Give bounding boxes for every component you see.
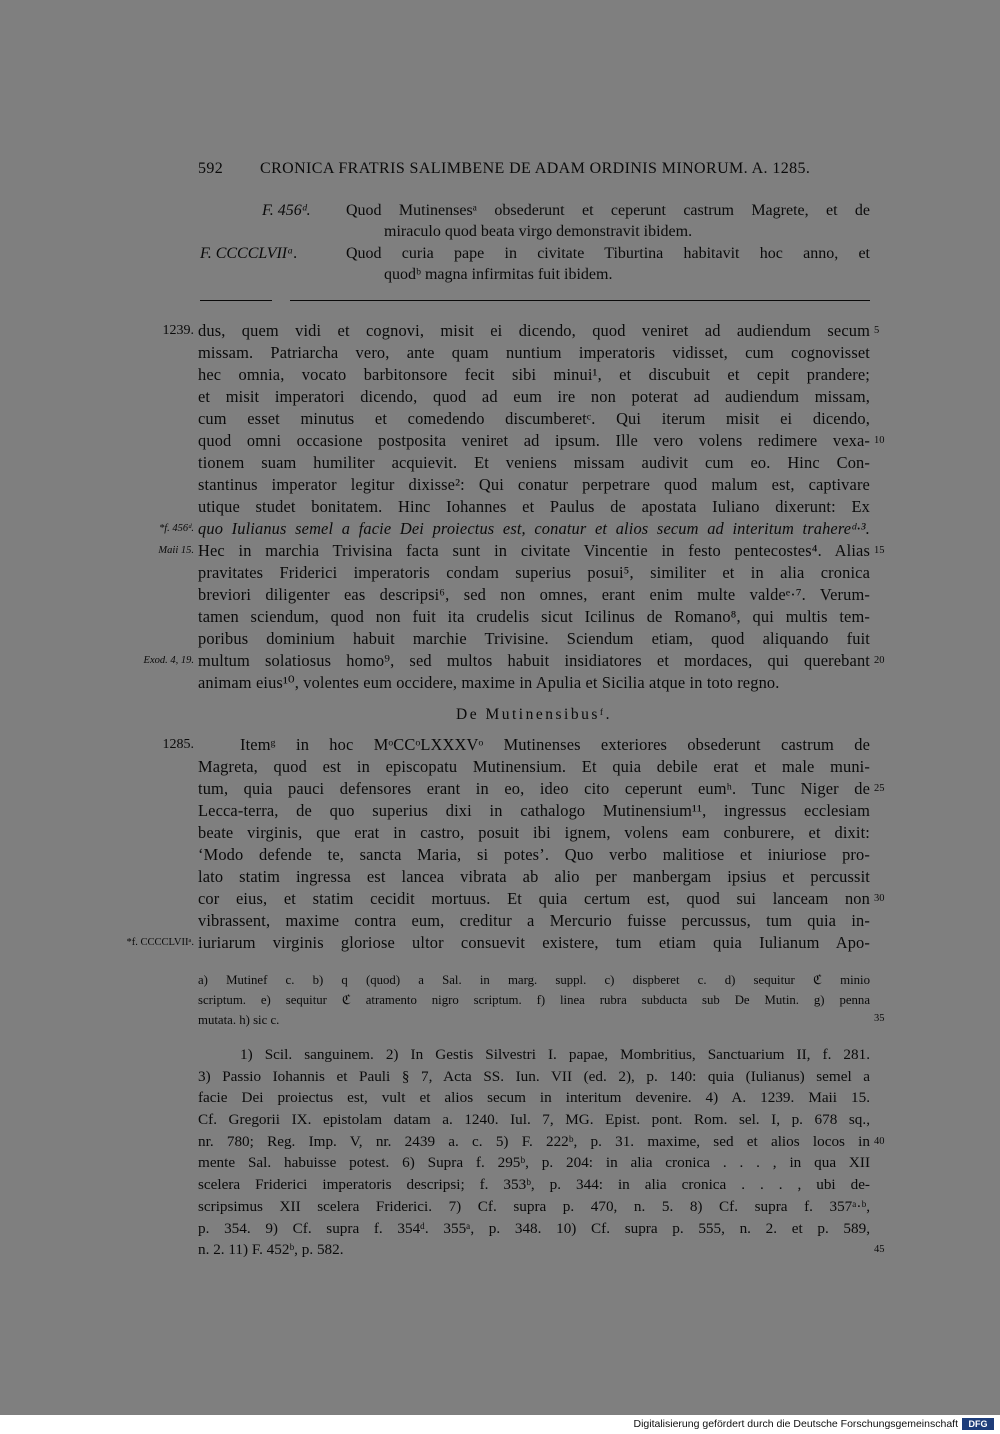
footnote-line: 3) Passio Iohannis et Pauli § 7, Acta SS. Iun. VII (ed. 2), p. 140: quia (Iulianus) semel a (198, 1068, 870, 1085)
dfg-logo: DFG (962, 1418, 994, 1430)
apparatus-line: a) Mutinef c. b) q (quod) a Sal. in marg. suppl. c) dispberet c. d) sequitur ℭ minio (198, 973, 870, 987)
body-line: utique studet bonitatem. Hinc Iohannes et Paulus de apostata Iuliano dixerunt: Ex (198, 497, 870, 516)
margin-folio-cccclvii: *f. CCCCLVIIᵃ. (126, 937, 194, 948)
body-line: animam eius¹⁰, volentes eum occidere, maxime in Apulia et Sicilia atque in toto regno. (198, 673, 780, 692)
line-number: 40 (874, 1136, 885, 1147)
line-number: 30 (874, 893, 885, 904)
footnote-line: mente Sal. habuisse potest. 6) Supra f. 295ᵇ, p. 204: in alia cronica . . . , in qua XII (198, 1154, 870, 1171)
line-number: 20 (874, 655, 885, 666)
footnote-line: scelera Friderici imperatoris descripsi; f. 353ᵇ, p. 344: in alia cronica . . . , ubi de- (198, 1176, 870, 1193)
apparatus-line: scriptum. e) sequitur ℭ atramento nigro scriptum. f) linea rubra subducta sub De Mutin. g) penna (198, 993, 870, 1007)
margin-date-mail15: Maii 15. (158, 545, 194, 556)
body-line: ‘Modo defende te, sancta Maria, si potes’. Quo verbo malitiose et iniuriose pro- (198, 845, 870, 864)
line-number: 5 (874, 325, 880, 336)
body-line: hec omnia, vocato barbitonsore fecit sibi minui¹, et discubuit et cepit prandere; (198, 365, 870, 384)
body-line: quo Iulianus semel a facie Dei proiectus est, conatur et alios secum ad interitum trahereᵈ·³. (198, 519, 870, 538)
body-line: beate virginis, que erat in castro, posuit ibi ignem, volens eam conburere, et dixit: (198, 823, 870, 842)
line-number: 15 (874, 545, 885, 556)
page-number: 592 (198, 160, 224, 177)
body-line: et misit imperatori dicendo, quod ad eum ire non poterat ad audiendum missam, (198, 387, 870, 406)
body-line: Lecca-terra, de quo superius dixi in cathalogo Mutinensium¹¹, ingressus ecclesiam (198, 801, 870, 820)
body-line: Itemᵍ in hoc MᵒCCᵒLXXXVᵒ Mutinenses exteriores obsederunt castrum de (240, 735, 870, 754)
margin-ref-exod: Exod. 4, 19. (143, 655, 194, 666)
line-number: 10 (874, 435, 885, 446)
line-number: 25 (874, 783, 885, 794)
body-line: cor eius, et statim cecidit mortuus. Et quia certum est, quod sui lanceam non (198, 889, 870, 908)
apparatus-line: mutata. h) sic c. (198, 1013, 280, 1027)
body-line: stantinus imperator legitur dixisse²: Qui conatur perpetrare quod malum est, captivare (198, 475, 870, 494)
body-line: vibrassent, maxime contra eum, creditur a Mercurio fuisse percussus, tum quia in- (198, 911, 870, 930)
toc-entry-2-line-1: Quod curia pape in civitate Tiburtina habitavit hoc anno, et (346, 245, 870, 262)
toc-ref-1: F. 456ᵈ. (262, 202, 311, 219)
footnote-line: Cf. Gregorii IX. epistolam datam a. 1240. Iul. 7, MG. Epist. pont. Rom. sel. I, p. 678 sq., (198, 1111, 870, 1128)
body-line: missam. Patriarcha vero, ante quam nuntium imperatoris vidisset, cum cognovisset (198, 343, 870, 362)
body-line: quod omni occasione postposita veniret ad ipsum. Ille vero volens redimere vexa- (198, 431, 870, 450)
body-line: Hec in marchia Trivisina facta sunt in civitate Vincentie in festo pentecostes⁴. Alias (198, 541, 870, 560)
footnote-line: p. 354. 9) Cf. supra f. 354ᵈ. 355ᵃ, p. 348. 10) Cf. supra p. 555, n. 2. et p. 589, (198, 1220, 870, 1237)
footnote-line: n. 2. 11) F. 452ᵇ, p. 582. (198, 1241, 344, 1258)
body-line: poribus dominium habuit marchie Trivisine. Sciendum etiam, quod aliquando fuit (198, 629, 870, 648)
body-line: tamen sciendum, quod non fuit ita crudelis sicut Icilinus de Romano⁸, qui multis tem- (198, 607, 870, 626)
toc-ref-2: F. CCCCLVIIᵃ. (200, 245, 298, 262)
footnote-line: facie Dei proiectus est, vult et alios secum in interitum devenire. 4) A. 1239. Maii 15. (198, 1089, 870, 1106)
body-line: pravitates Friderici imperatoris condam superius posui⁵, similiter et in alia cronica (198, 563, 870, 582)
body-line: multum solatiosus homo⁹, sed multos habuit insidiatores et mordaces, qui querebant (198, 651, 870, 670)
running-title: CRONICA FRATRIS SALIMBENE DE ADAM ORDINIS MINORUM. A. 1285. (260, 160, 811, 177)
toc-entry-2-line-2: quodᵇ magna infirmitas fuit ibidem. (384, 266, 613, 283)
line-number: 35 (874, 1013, 885, 1024)
body-line: tum, quia pauci defensores erant in eo, ideo cito ceperunt eumʰ. Tunc Niger de (198, 779, 870, 798)
body-line: cum esset minutus et comedendo discumberetᶜ. Qui iterum misit ei dicendo, (198, 409, 870, 428)
toc-entry-1-line-1: Quod Mutinensesᵃ obsederunt et ceperunt castrum Magrete, et de (346, 202, 870, 219)
toc-entry-1-line-2: miraculo quod beata virgo demonstravit ibidem. (384, 223, 693, 240)
body-line: lato statim ingressa est lancea vibrata ab alio per manbergam ipsius et percussit (198, 867, 870, 886)
body-line: Magreta, quod est in episcopatu Mutinensium. Et quia debile erat et male muni- (198, 757, 870, 776)
body-line: tionem suam humiliter acquievit. Et veniens missam audivit cum eo. Hinc Con- (198, 453, 870, 472)
footnote-line: nr. 780; Reg. Imp. V, nr. 2439 a. c. 5) F. 222ᵇ, p. 31. maxime, sed et alios locos in (198, 1133, 870, 1150)
margin-folio-456d: *f. 456ᵈ. (158, 523, 194, 534)
margin-year-1285: 1285. (162, 737, 194, 752)
separator-rule-short (200, 300, 272, 301)
separator-rule-long (290, 300, 870, 301)
footnote-line: 1) Scil. sanguinem. 2) In Gestis Silvestri I. papae, Mombritius, Sanctuarium II, f. 281. (240, 1046, 870, 1063)
section-heading: De Mutinensibusᶠ. (456, 706, 612, 723)
body-line: iuriarum virginis gloriose ultor consuevit existere, tum etiam quia Iulianum Apo- (198, 933, 870, 952)
body-line: dus, quem vidi et cognovi, misit ei dicendo, quod veniret ad audiendum secum (198, 321, 870, 340)
margin-year-1239: 1239. (162, 323, 194, 338)
line-number: 45 (874, 1244, 885, 1255)
footnote-line: scripsimus XII scelera Friderici. 7) Cf. supra p. 470, n. 5. 8) Cf. supra f. 357ᵃ·ᵇ, (198, 1198, 870, 1215)
body-line: breviori diligenter eas descripsi⁶, sed non omnes, erant enim multe valdeᵉ·⁷. Verum- (198, 585, 870, 604)
funding-notice: Digitalisierung gefördert durch die Deutsche Forschungsgemeinschaft (633, 1418, 958, 1430)
